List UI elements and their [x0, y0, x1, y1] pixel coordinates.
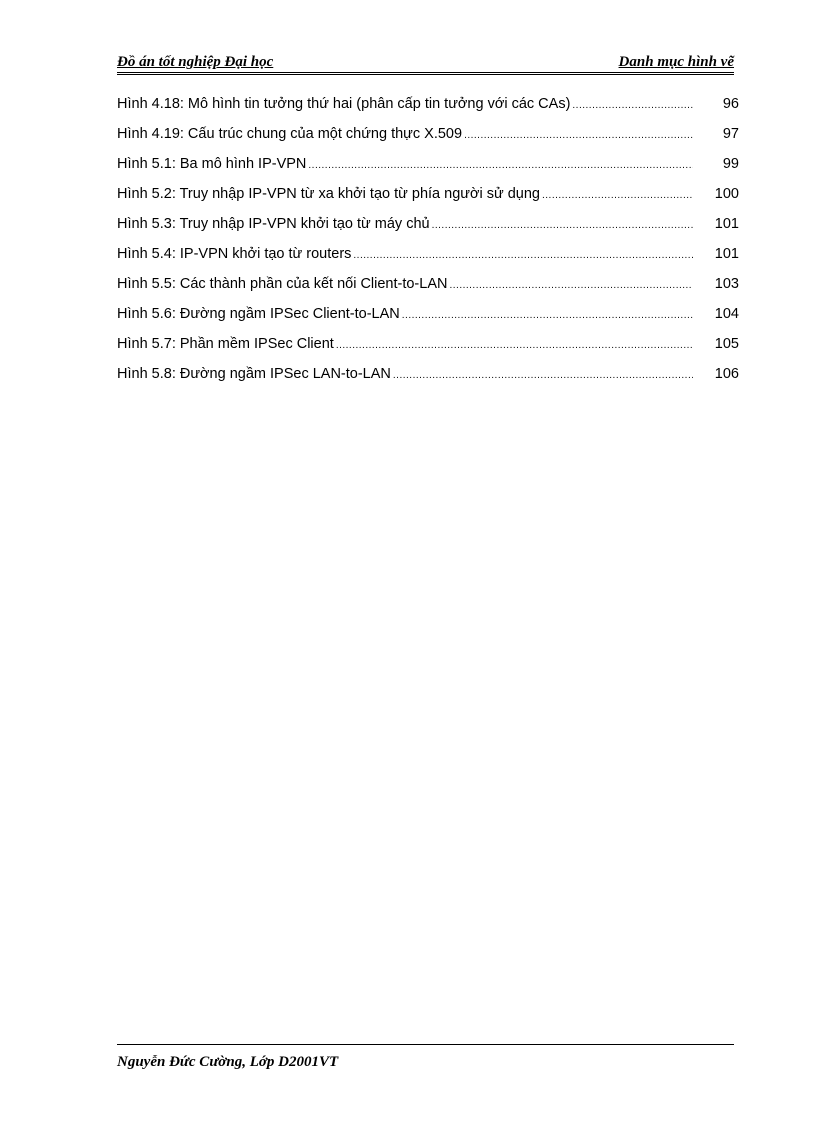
- page-footer: Nguyễn Đức Cường, Lớp D2001VT: [117, 1054, 339, 1070]
- figure-list-item: [117, 213, 739, 243]
- figure-list-item: [117, 183, 739, 213]
- figure-caption: Hình 5.4: IP-VPN khởi tạo từ routers: [117, 246, 352, 262]
- figure-list-item: [117, 153, 739, 183]
- dot-leader: [572, 95, 693, 117]
- header-document-title: Đồ án tốt nghiệp Đại học: [117, 54, 274, 70]
- figure-list-item: [117, 363, 739, 393]
- dot-leader: [336, 335, 693, 357]
- dot-leader: [402, 305, 693, 327]
- figure-caption: Hình 4.19: Cấu trúc chung của một chứng thực X.509: [117, 126, 463, 142]
- page-number: 100: [714, 186, 739, 202]
- page-header: [117, 52, 734, 73]
- figure-list: [117, 93, 739, 393]
- dot-leader: [464, 125, 693, 147]
- figure-list-item: [117, 93, 739, 123]
- page-number: 103: [714, 276, 739, 292]
- page-number: 96: [722, 96, 739, 112]
- page-number: 99: [722, 156, 739, 172]
- page-number: 97: [722, 126, 739, 142]
- footer-divider: [117, 1044, 734, 1045]
- figure-caption: Hình 5.6: Đường ngầm IPSec Client-to-LAN: [117, 306, 400, 322]
- page-number: 105: [714, 336, 739, 352]
- dot-leader: [308, 155, 693, 177]
- figure-caption: Hình 5.3: Truy nhập IP-VPN khởi tạo từ máy chủ: [117, 216, 430, 232]
- page-number: 101: [714, 246, 739, 262]
- figure-list-item: [117, 123, 739, 153]
- dot-leader: [542, 185, 693, 207]
- figure-caption: Hình 5.1: Ba mô hình IP-VPN: [117, 156, 307, 172]
- page-number: 101: [714, 216, 739, 232]
- dot-leader: [432, 215, 693, 237]
- header-divider: [117, 74, 734, 75]
- figure-caption: Hình 5.7: Phần mềm IPSec Client: [117, 336, 334, 352]
- figure-caption: Hình 5.5: Các thành phần của kết nối Client-to-LAN: [117, 276, 448, 292]
- dot-leader: [393, 365, 693, 387]
- figure-list-item: [117, 273, 739, 303]
- dot-leader: [449, 275, 693, 297]
- page-number: 106: [714, 366, 739, 382]
- figure-caption: Hình 5.2: Truy nhập IP-VPN từ xa khởi tạo từ phía người sử dụng: [117, 186, 540, 202]
- dot-leader: [353, 245, 693, 267]
- figure-list-item: [117, 333, 739, 363]
- figure-caption: Hình 4.18: Mô hình tin tưởng thứ hai (phân cấp tin tưởng với các CAs): [117, 96, 571, 112]
- header-section-title: Danh mục hình vẽ: [618, 54, 734, 70]
- page-number: 104: [714, 306, 739, 322]
- figure-list-item: [117, 243, 739, 273]
- figure-caption: Hình 5.8: Đường ngầm IPSec LAN-to-LAN: [117, 366, 391, 382]
- figure-list-item: [117, 303, 739, 333]
